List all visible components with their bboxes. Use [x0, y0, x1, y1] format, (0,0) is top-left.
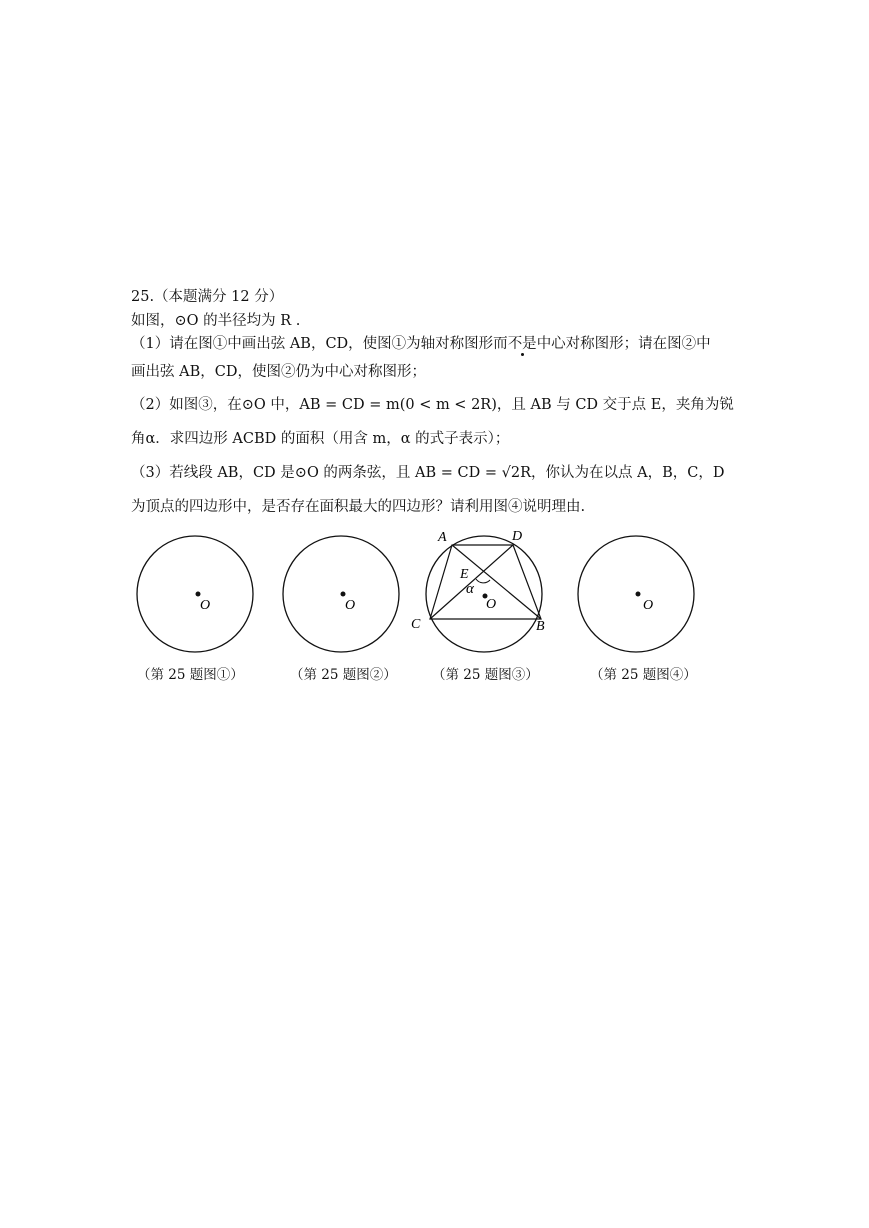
point-label-D: D — [512, 529, 523, 544]
center-label-1: O — [200, 598, 211, 613]
figure-1 — [137, 536, 253, 652]
point-label-A: A — [438, 530, 447, 545]
figure-3 — [411, 529, 545, 652]
center-dot-2 — [341, 592, 346, 597]
center-dot-1 — [196, 592, 201, 597]
part1-line2: 画出弦 AB，CD，使图②仍为中心对称图形； — [131, 364, 426, 380]
figure-1-caption: （第 25 题图①） — [137, 667, 244, 683]
circle-1 — [137, 536, 253, 652]
part1-text-b: 中心对称图形；请在图②中 — [536, 336, 711, 352]
point-label-E: E — [460, 567, 469, 582]
figure-3-caption: （第 25 题图③） — [432, 667, 539, 683]
angle-arc — [476, 579, 490, 583]
part1-text-a: （1）请在图①中画出弦 AB，CD，使图①为轴对称图形而 — [131, 336, 508, 352]
figure-2-caption: （第 25 题图②） — [290, 667, 397, 683]
figure-4 — [578, 536, 694, 652]
center-label-4: O — [643, 598, 654, 613]
angle-label-alpha: α — [466, 581, 474, 597]
part2-line1: （2）如图③，在⊙O 中，AB = CD = m(0 < m < 2R)，且 AB 与 CD 交于点 E，夹角为锐 — [131, 397, 734, 413]
part1-line1 — [131, 334, 711, 354]
part3-line1: （3）若线段 AB，CD 是⊙O 的两条弦，且 AB = CD = √2R，你认为在以点 A，B，C，D — [131, 465, 725, 481]
point-label-B: B — [536, 619, 545, 634]
problem-title: 25.（本题满分 12 分） — [131, 289, 284, 305]
part3-line2: 为顶点的四边形中，是否存在面积最大的四边形？请利用图④说明理由. — [131, 499, 586, 515]
center-label-2: O — [345, 598, 356, 613]
center-label-3: O — [486, 597, 497, 612]
center-dot-4 — [636, 592, 641, 597]
part2-line2: 角α．求四边形 ACBD 的面积（用含 m，α 的式子表示）； — [131, 431, 510, 447]
problem-intro: 如图，⊙O 的半径均为 R . — [131, 313, 301, 329]
part1-emphasis: 不是 — [507, 336, 537, 352]
point-label-C: C — [411, 617, 421, 632]
figure-4-caption: （第 25 题图④） — [590, 667, 697, 683]
figure-2 — [283, 536, 399, 652]
